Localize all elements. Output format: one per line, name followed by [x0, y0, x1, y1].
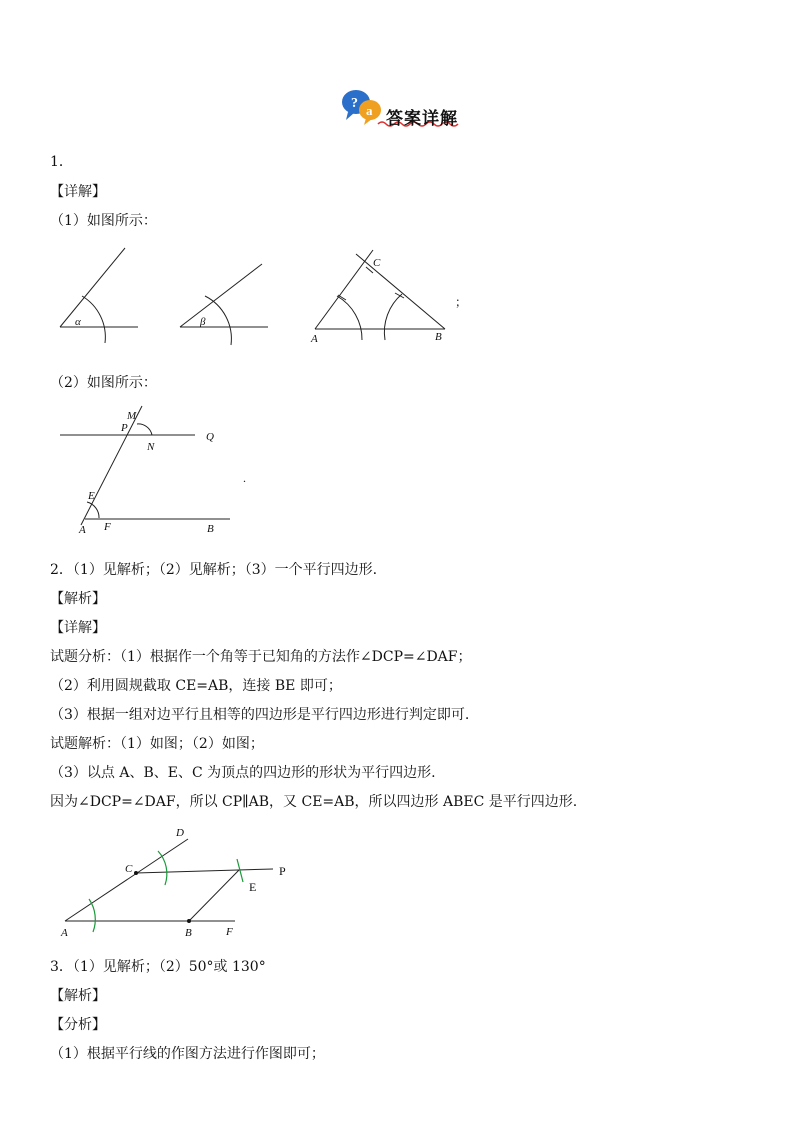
fig3-point-e: E: [249, 880, 257, 894]
fig2-point-q: Q: [206, 431, 214, 443]
fig2-point-a: A: [79, 524, 86, 536]
analysis-step-3: （3）根据一组对边平行且相等的四边形是平行四边形进行判定即可.: [50, 707, 470, 723]
fig2-point-b: B: [207, 523, 214, 535]
badge-a-glyph: a: [366, 103, 373, 118]
fig3-point-f: F: [226, 926, 233, 938]
fig1-beta-label: β: [200, 316, 206, 328]
solution-step-3: （3）以点 A、B、E、C 为顶点的四边形的形状为平行四边形.: [50, 765, 436, 781]
section-detail-heading: 【详解】: [50, 184, 106, 200]
section-detail-heading-2: 【详解】: [50, 620, 106, 636]
angle-construction-figure: [55, 240, 475, 350]
fig3-point-a: A: [61, 927, 68, 939]
fig2-point-e: E: [88, 490, 95, 502]
fig1-point-c: C: [373, 257, 381, 269]
fig1-point-b: B: [435, 331, 442, 343]
fig2-trailing-mark: .: [243, 471, 246, 485]
fig1-alpha-label: α: [75, 316, 81, 328]
fig1-point-a: A: [311, 333, 318, 345]
fig2-point-f: F: [104, 521, 111, 533]
section-breakdown-heading: 【分析】: [50, 1017, 106, 1033]
fig2-point-n: N: [147, 441, 155, 453]
fig2-point-p: P: [121, 422, 128, 434]
section-analysis-heading: 【解析】: [50, 591, 106, 607]
parallel-line-figure: [55, 402, 255, 537]
solution-steps-1-2: 试题解析：（1）如图；（2）如图；: [50, 736, 264, 752]
section-analysis-heading-2: 【解析】: [50, 988, 106, 1004]
solution-conclusion: 因为∠DCP=∠DAF，所以 CP∥AB，又 CE=AB，所以四边形 ABEC 是平行四边形.: [50, 794, 578, 810]
fig2-point-m: M: [127, 410, 137, 422]
badge-question-glyph: ?: [351, 96, 358, 111]
answer-part-2: （2）如图所示：: [50, 375, 157, 391]
fig3-point-c: C: [125, 863, 133, 875]
question-2-answer: 2．（1）见解析；（2）见解析；（3）一个平行四边形.: [50, 562, 378, 578]
fig1-trailing-mark: ；: [455, 295, 468, 309]
answer-part-1: （1）如图所示：: [50, 213, 157, 229]
question-3-answer: 3．（1）见解析；（2）50°或 130°: [50, 959, 266, 975]
question-number-1: 1．: [50, 154, 73, 170]
fig3-point-p: P: [279, 864, 286, 878]
analysis-step-2: （2）利用圆规截取 CE=AB，连接 BE 即可；: [50, 678, 342, 694]
breakdown-step-1: （1）根据平行线的作图方法进行作图即可；: [50, 1046, 325, 1062]
fig3-point-d: D: [176, 827, 184, 839]
page-title: 答案详解: [386, 109, 458, 129]
parallelogram-figure: [55, 822, 305, 944]
fig3-point-b: B: [185, 927, 192, 939]
analysis-step-1: 试题分析：（1）根据作一个角等于已知角的方法作∠DCP=∠DAF；: [50, 649, 472, 665]
